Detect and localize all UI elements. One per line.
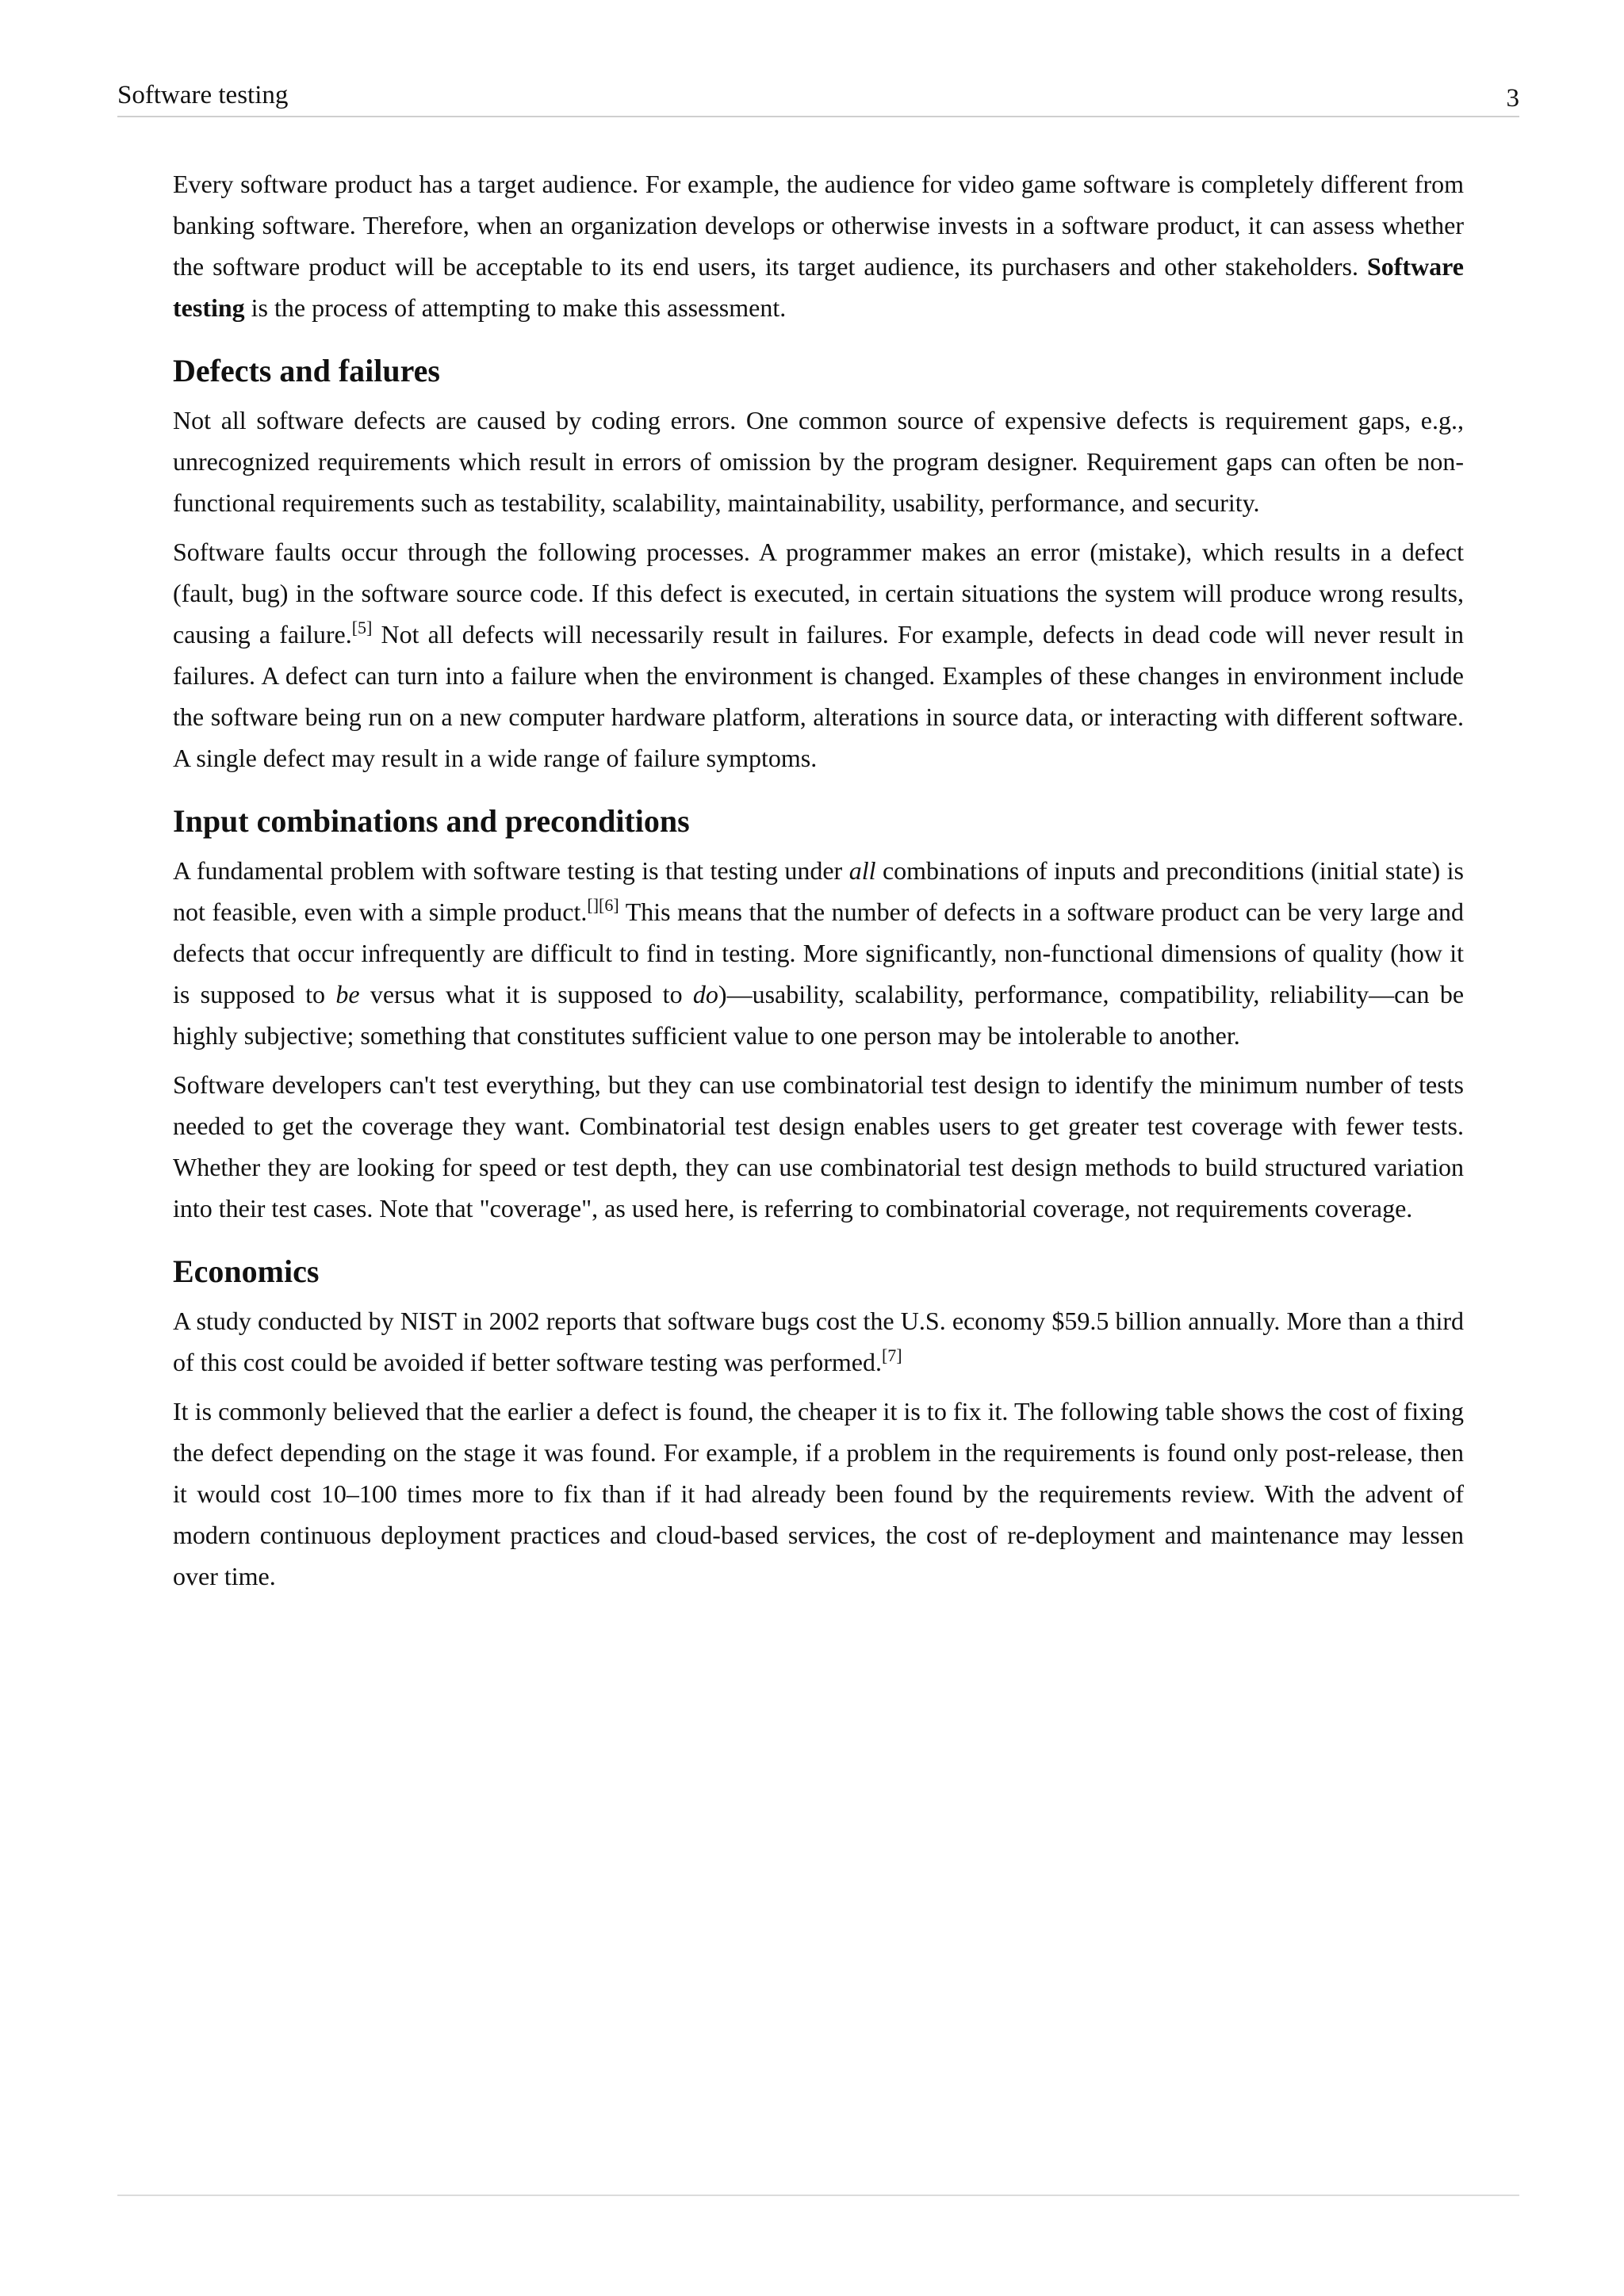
input-p1-text-5: )—usability, scalability, performance, compatibility, reliability—can be highly subjective; something that constitutes sufficient value to one person may be intolerable to another. [173,980,1465,1050]
input-p1-text-1: A fundamental problem with software testing is that testing under [173,856,849,885]
input-p1-text-3: This means that the number of defects in a software product can be very large and defects that occur infrequently are difficult to find in testing. More significantly, non-functional dimensions of quality (how it is supposed to [173,897,1465,1008]
intro-paragraph [173,163,1464,328]
defects-p2-text-2: Not all defects will necessarily result in failures. For example, defects in dead code will never result in failures. A defect can turn into a failure when the environment is changed. Examples of these changes in environment include the software being run on a new computer hardware platform, alterations in source data, or interacting with different software. A single defect may result in a wide range of failure symptoms. [173,620,1465,772]
input-paragraph-1 [173,850,1464,1056]
defects-p2-text-1: Software faults occur through the following processes. A programmer makes an error (mistake), which results in a defect (fault, bug) in the software source code. If this defect is executed, in certain situations the system will produce wrong results, causing a failure. [173,538,1464,649]
economics-paragraph-1 [173,1300,1464,1383]
intro-bold-term: Software testing [173,252,1464,322]
section-heading-economics: Economics [173,1253,320,1289]
citation-link[interactable]: [5] [351,618,373,637]
input-paragraph-2: Software developers can't test everything, but they can use combinatorial test design to identify the minimum number of tests needed to get the coverage they want. Combinatorial test design enables users to get greater test coverage with fewer tests. Whether they are looking for speed or test depth, they can use combinatorial test design methods to build structured variation into their test cases. Note that "coverage", as used here, is referring to combinatorial coverage, not requirements coverage. [173,1070,1464,1223]
defects-paragraph-2 [173,531,1464,779]
emphasis-do: do [692,980,718,1008]
economics-p1-text: A study conducted by NIST in 2002 reports that software bugs cost the U.S. economy $59.5 billion annually. More than a third of this cost could be avoided if better software testing was performed. [173,1307,1464,1376]
section-heading-defects: Defects and failures [173,353,440,388]
input-p1-text-4: versus what it is supposed to [359,980,693,1008]
economics-paragraph-2: It is commonly believed that the earlier a defect is found, the cheaper it is to fix it. The following table shows the cost of fixing the defect depending on the stage it was found. For example, if a problem in the requirements is found only post-release, then it would cost 10–100 times more to fix than if it had already been found by the requirements review. With the advent of modern continuous deployment practices and cloud-based services, the cost of re-deployment and maintenance may lessen over time. [173,1397,1464,1590]
defects-paragraph-1: Not all software defects are caused by coding errors. One common source of expensive defects is requirement gaps, e.g., unrecognized requirements which result in errors of omission by the program designer. Requirement gaps can often be non-functional requirements such as testability, scalability, maintainability, usability, performance, and security. [173,406,1464,517]
intro-text-2: is the process of attempting to make this assessment. [244,293,787,322]
article-body [173,163,1464,1605]
citation-link[interactable]: [][6] [587,895,619,915]
input-p1-text-2: combinations of inputs and preconditions (initial state) is not feasible, even with a simple product. [173,856,1465,926]
page-number: 3 [1506,84,1519,113]
running-header-title: Software testing [117,81,289,109]
emphasis-all: all [848,856,876,885]
running-header [117,79,1519,117]
emphasis-be: be [335,980,360,1008]
citation-link[interactable]: [7] [881,1345,902,1365]
intro-text-1: Every software product has a target audience. For example, the audience for video game software is completely different from banking software. Therefore, when an organization develops or otherwise invests in a software product, it can assess whether the software product will be acceptable to its end users, its target audience, its purchasers and other stakeholders. [173,170,1464,281]
footer-rule [117,2195,1519,2196]
section-heading-input-combinations: Input combinations and preconditions [173,803,690,839]
